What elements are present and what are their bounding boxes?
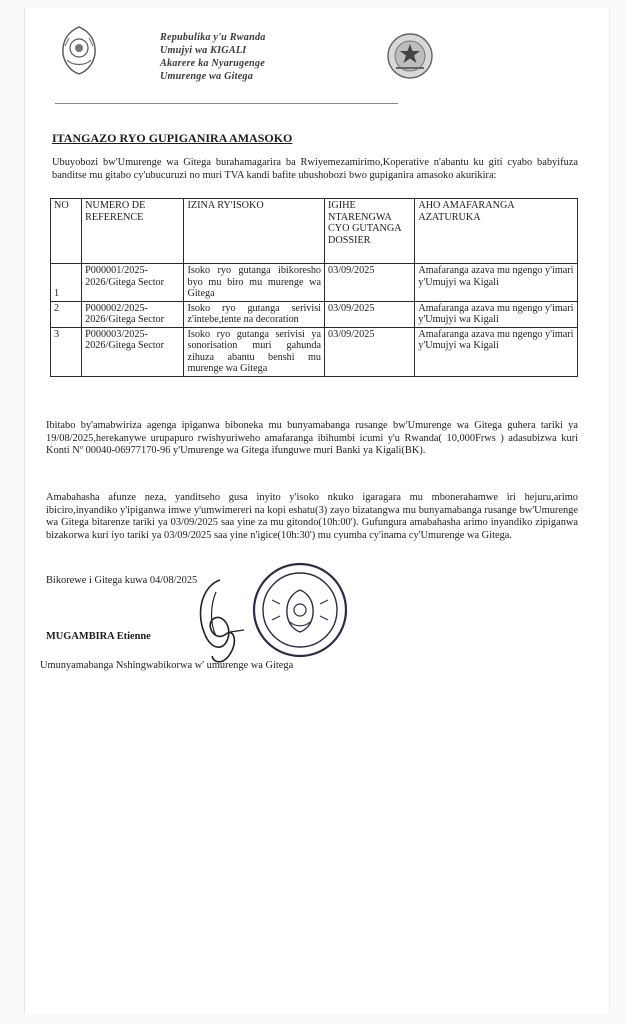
row-name: Isoko ryo gutanga serivisi ya sonorisation muri gahunda zihuza abantu benshi mu murenge wa Gitega [184,327,325,376]
date-line: Bikorewe i Gitega kuwa 04/08/2025 [46,575,198,586]
row-no: 3 [51,327,82,376]
header-divider [55,103,398,104]
header-address [160,31,380,83]
row-name: Isoko ryo gutanga ibikoresho byo mu biro mu murenge wa Gitega [184,264,325,302]
row-name: Isoko ryo gutanga serivisi z'intebe,tente na decoration [184,301,325,327]
bidding-documents-paragraph: Ibitabo by'amabwiriza agenga ipiganwa biboneka mu bunyamabanga rusange bw'Umurenge wa Gitega guhera tariki ya 19/08/2025,herekanywe urupapuro rwishyuriweho amafaranga ibihumbi icumi y'u Rwanda( 10,000Frws ) adasubizwa kuri Konti Nº 00040-06977170-96 y'Umurenge wa Gitega ifunguwe muri Banki ya Kigali(BK). [46,420,578,457]
table-header-row [51,199,578,264]
row-no: 1 [51,264,82,302]
table-row [51,264,578,302]
intro-paragraph: Ubuyobozi bw'Umurenge wa Gitega burahamagarira ba Rwiyemezamirimo,Koperative n'abantu ku giti cyabo babyifuza banditse mu gitabo cy'ubucuruzi no muri TVA kandi bafite ubushobozi bwo gupiganira amasoko akurikira: [52,157,578,181]
rwanda-coat-of-arms-icon [57,24,101,76]
header-name: IZINA RY'ISOKO [184,199,325,264]
submission-paragraph: Amabahasha afunze neza, yanditseho gusa inyito y'isoko nkuko igaragara mu mbonerahamwe iri hejuru,arimo ibiciro,inyandiko y'ipiganwa imwe y'umwimereri na kopi eshatu(3) zayo bizatangwa mu bunyamabanga rusange bw'Umurenge wa Gitega bitarenze tariki ya 03/09/2025 saa yine za mu gitondo(10h:00'). Gufungura amabahasha arimo inyandiko zipiganwa bizakorwa kuri iyo tariki ya 03/09/2025 saa yine n'igice(10h:30') mu cyumba cy'inama cy'Umurenge wa Gitega. [46,492,578,541]
header-no: NO [51,199,82,264]
row-date: 03/09/2025 [325,264,415,302]
header-line-district: Akarere ka Nyarugenge [160,58,265,69]
row-no: 2 [51,301,82,327]
header-line-country: Repubulika y'u Rwanda [160,32,266,43]
row-reference: P000001/2025-2026/Gitega Sector [82,264,184,302]
district-seal-icon [386,32,434,80]
table-row [51,327,578,376]
header-place: AHO AMAFARANGA AZATURUKA [415,199,578,264]
header-date: IGIHE NTARENGWA CYO GUTANGA DOSSIER [325,199,415,264]
row-date: 03/09/2025 [325,301,415,327]
row-date: 03/09/2025 [325,327,415,376]
signer-name: MUGAMBIRA Etienne [46,631,151,642]
header-line-sector: Umurenge wa Gitega [160,71,254,82]
table-row [51,301,578,327]
row-reference: P000003/2025-2026/Gitega Sector [82,327,184,376]
row-reference: P000002/2025-2026/Gitega Sector [82,301,184,327]
tenders-table [50,198,578,377]
official-stamp-icon [250,560,350,660]
row-place: Amafaranga azava mu ngengo y'imari y'Umujyi wa Kigali [415,301,578,327]
header-reference: NUMERO DE REFERENCE [82,199,184,264]
signer-title: Umunyamabanga Nshingwabikorwa w' umurenge wa Gitega [40,660,294,671]
row-place: Amafaranga azava mu ngengo y'imari y'Umujyi wa Kigali [415,264,578,302]
document-title: ITANGAZO RYO GUPIGANIRA AMASOKO [52,131,293,145]
handwritten-signature-icon [190,572,250,672]
header-line-city: Umujyi wa KIGALI [160,45,247,56]
row-place: Amafaranga azava mu ngengo y'imari y'Umujyi wa Kigali [415,327,578,376]
